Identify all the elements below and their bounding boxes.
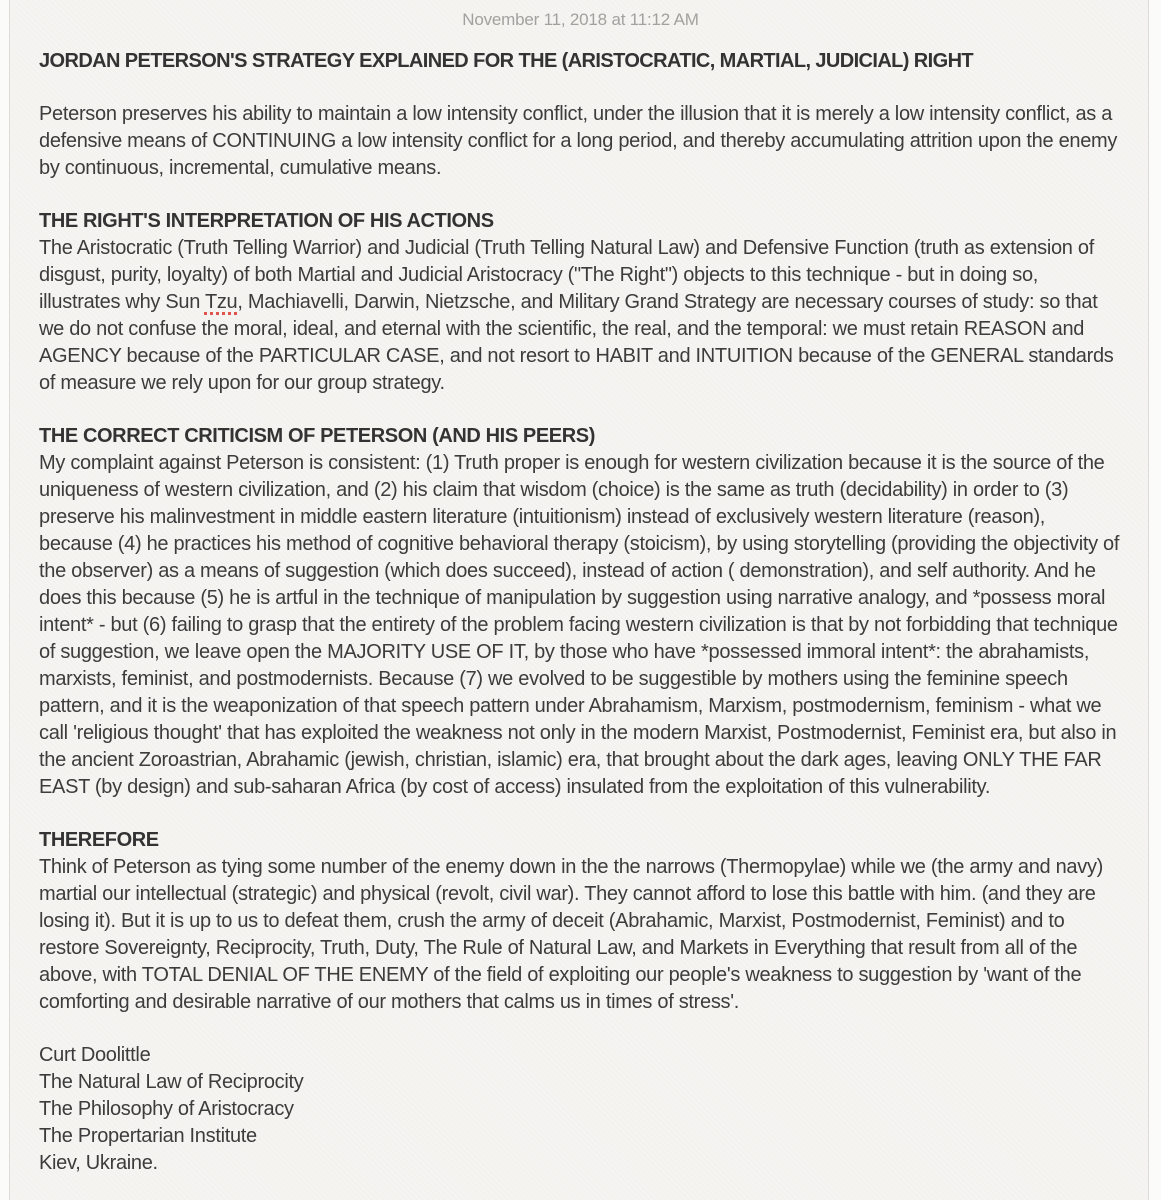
section-heading-rights-interpretation: THE RIGHT'S INTERPRETATION OF HIS ACTIONS	[39, 210, 494, 232]
section-body-rights-interpretation	[39, 235, 1122, 397]
signature-location: Kiev, Ukraine.	[39, 1152, 158, 1174]
body-text-after-misspelled: , Machiavelli, Darwin, Nietzsche, and Military Grand Strategy are necessary courses of study: so that we do not confuse the moral, ideal, and eternal with the scientific, the real, and the temporal: we must retain REASON and AGENCY because of the PARTICULAR CASE, and not resort to HABIT and INTUITION because of the GENERAL standards of measure we rely upon for our group strategy.	[39, 291, 1114, 394]
signature-line-reciprocity: The Natural Law of Reciprocity	[39, 1071, 304, 1093]
signature-block	[39, 1042, 1122, 1177]
signature-line-aristocracy: The Philosophy of Aristocracy	[39, 1098, 294, 1120]
signature-line-institute: The Propertarian Institute	[39, 1125, 257, 1147]
section-body-therefore: Think of Peterson as tying some number of the enemy down in the the narrows (Thermopylae) while we (the army and navy) martial our intellectual (strategic) and physical (revolt, civil war). They cannot afford to lose this battle with him. (and they are losing it). But it is up to us to defeat them, crush the army of deceit (Abrahamic, Marxist, Postmodernist, Feminist) and to restore Sovereignty, Reciprocity, Truth, Duty, The Rule of Natural Law, and Markets in Everything that result from all of the above, with TOTAL DENIAL OF THE ENEMY of the field of exploiting our people's weakness to suggestion by 'want of the comforting and desirable narrative of our mothers that calms us in times of stress'.	[39, 856, 1104, 1013]
intro-paragraph: Peterson preserves his ability to maintain a low intensity conflict, under the illusion that it is merely a low intensity conflict, as a defensive means of CONTINUING a low intensity conflict for a long period, and thereby accumulating attrition upon the enemy by continuous, incremental, cumulative means.	[39, 103, 1118, 179]
body-text-before-misspelled: The Aristocratic (Truth Telling Warrior) and Judicial (Truth Telling Natural Law) and Defensive Function (truth as extension of disgust, purity, loyalty) of both Martial and Judicial Aristocracy ("The Right") objects to this technique - but in doing so, illustrates why Sun	[39, 237, 1094, 313]
note-page	[9, 0, 1149, 1200]
section-heading-therefore: THEREFORE	[39, 829, 159, 851]
post-title: JORDAN PETERSON'S STRATEGY EXPLAINED FOR THE (ARISTOCRATIC, MARTIAL, JUDICIAL) RIGHT	[39, 50, 974, 72]
misspelled-word: Tzu	[204, 291, 238, 313]
signature-author: Curt Doolittle	[39, 1044, 151, 1066]
post-timestamp: November 11, 2018 at 11:12 AM	[462, 10, 699, 29]
section-body-correct-criticism: My complaint against Peterson is consistent: (1) Truth proper is enough for western civilization because it is the source of the uniqueness of western civilization, and (2) his claim that wisdom (choice) is the same as truth (decidability) in order to (3) preserve his malinvestment in middle eastern literature (intuitionism) instead of exclusively western literature (reason), because (4) he practices his method of cognitive behavioral therapy (stoicism), by using storytelling (providing the objectivity of the observer) as a means of suggestion (which does succeed), instead of action ( demonstration), and self authority. And he does this because (5) he is artful in the technique of manipulation by suggestion using narrative analogy, and *possess moral intent* - but (6) failing to grasp that the entirety of the problem facing western civilization is that by not forbidding that technique of suggestion, we leave open the MAJORITY USE OF IT, by those who have *possessed immoral intent*: the abrahamists, marxists, feminist, and postmodernists. Because (7) we evolved to be suggestible by mothers using the feminine speech pattern, and it is the weaponization of that speech pattern under Abrahamism, Marxism, postmodernism, feminism - what we call 'religious thought' that has exploited the weakness not only in the modern Marxist, Postmodernist, Feminist era, but also in the ancient Zoroastrian, Abrahamic (jewish, christian, islamic) era, that brought about the dark ages, leaving ONLY THE FAR EAST (by design) and sub-saharan Africa (by cost of access) insulated from the exploitation of this vulnerability.	[39, 452, 1120, 798]
section-heading-correct-criticism: THE CORRECT CRITICISM OF PETERSON (AND HIS PEERS)	[39, 425, 595, 447]
